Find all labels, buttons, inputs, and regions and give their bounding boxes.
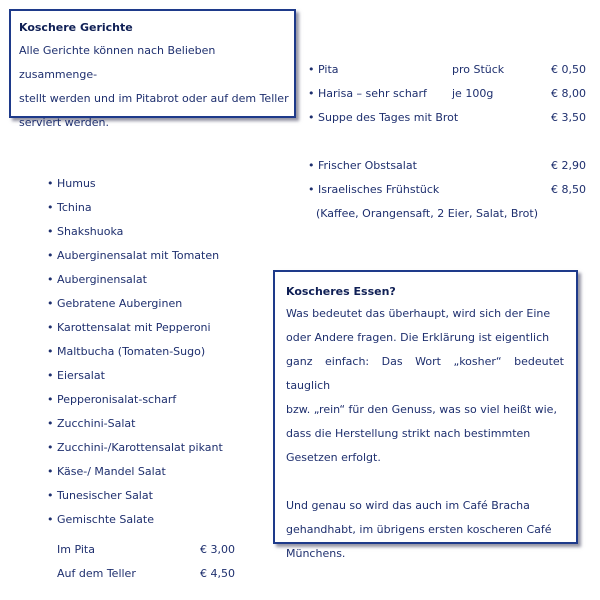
info-box — [273, 270, 578, 560]
dish-name: Eiersalat — [57, 369, 105, 382]
price-item — [308, 183, 588, 207]
dish-name: Tunesischer Salat — [57, 489, 153, 502]
serving-teller — [57, 567, 235, 581]
intro-line: Alle Gerichte können nach Belieben zusammenge- — [19, 44, 216, 81]
bullet-icon: • — [47, 249, 54, 262]
info-title: Koscheres Essen? — [286, 285, 396, 298]
bullet-icon: • — [47, 441, 54, 454]
item-name: Harisa – sehr scharf — [318, 87, 427, 100]
dish-item — [47, 297, 223, 321]
dish-item — [47, 273, 223, 297]
item-unit: pro Stück — [452, 63, 505, 76]
dish-name: Käse-/ Mandel Salat — [57, 465, 166, 478]
intro-line: stellt werden und im Pitabrot oder auf dem Teller — [19, 92, 289, 105]
dish-item — [47, 225, 223, 249]
dish-item — [47, 345, 223, 369]
dish-item — [47, 201, 223, 225]
item-price: € 8,50 — [551, 183, 586, 196]
breakfast-note: (Kaffee, Orangensaft, 2 Eier, Salat, Brot) — [316, 207, 539, 220]
dish-name: Pepperonisalat-scharf — [57, 393, 177, 406]
bullet-icon: • — [308, 183, 315, 196]
dish-name: Gemischte Salate — [57, 513, 154, 526]
info-line: Gesetzen erfolgt. — [286, 451, 381, 464]
info-line: gehandhabt, im übrigens ersten koscheren Café — [286, 523, 552, 536]
dish-name: Zucchini-Salat — [57, 417, 136, 430]
dish-name: Tchina — [57, 201, 92, 214]
bullet-icon: • — [47, 489, 54, 502]
intro-title: Koschere Gerichte — [19, 21, 133, 34]
price-item — [308, 159, 588, 183]
bullet-icon: • — [47, 513, 54, 526]
item-name: Suppe des Tages mit Brot — [318, 111, 459, 124]
serving-price: € 3,00 — [200, 543, 235, 556]
info-line: oder Andere fragen. Die Erklärung ist eigentlich — [286, 331, 550, 344]
info-text — [286, 302, 564, 566]
bullet-icon: • — [308, 159, 315, 172]
dish-item — [47, 321, 223, 345]
dish-item — [47, 177, 223, 201]
price-list-mid — [308, 159, 588, 207]
dish-name: Maltbucha (Tomaten-Sugo) — [57, 345, 206, 358]
intro-text — [19, 39, 291, 135]
bullet-icon: • — [47, 369, 54, 382]
info-line: bzw. „rein“ für den Genuss, was so viel heißt wie, — [286, 403, 557, 416]
dish-name: Auberginensalat mit Tomaten — [57, 249, 220, 262]
info-line: ganz einfach: Das Wort „kosher“ bedeutet tauglich — [286, 355, 564, 392]
bullet-icon: • — [47, 177, 54, 190]
info-line: Und genau so wird das auch im Café Bracha — [286, 499, 530, 512]
dish-name: Karottensalat mit Pepperoni — [57, 321, 211, 334]
dish-item — [47, 441, 223, 465]
dish-item — [47, 249, 223, 273]
bullet-icon: • — [47, 345, 54, 358]
dish-item — [47, 489, 223, 513]
dish-item — [47, 369, 223, 393]
info-line: Was bedeutet das überhaupt, wird sich der Eine — [286, 307, 551, 320]
dish-name: Zucchini-/Karottensalat pikant — [57, 441, 223, 454]
item-price: € 3,50 — [551, 111, 586, 124]
bullet-icon: • — [308, 87, 315, 100]
item-name: Frischer Obstsalat — [318, 159, 417, 172]
dish-name: Shakshuoka — [57, 225, 124, 238]
item-price: € 8,00 — [551, 87, 586, 100]
dish-name: Humus — [57, 177, 96, 190]
bullet-icon: • — [47, 225, 54, 238]
bullet-icon: • — [47, 297, 54, 310]
item-unit: je 100g — [452, 87, 494, 100]
price-item — [308, 63, 588, 87]
item-name: Pita — [318, 63, 339, 76]
dish-item — [47, 417, 223, 441]
serving-price: € 4,50 — [200, 567, 235, 580]
dish-name: Gebratene Auberginen — [57, 297, 183, 310]
paragraph-gap — [286, 470, 564, 494]
price-item — [308, 111, 588, 135]
dish-name: Auberginensalat — [57, 273, 147, 286]
bullet-icon: • — [47, 321, 54, 334]
info-line: Münchens. — [286, 547, 346, 560]
info-line: dass die Herstellung strikt nach bestimmten — [286, 427, 531, 440]
price-list-top — [308, 63, 588, 135]
dish-list — [47, 177, 223, 537]
serving-label: Auf dem Teller — [57, 567, 136, 580]
item-name: Israelisches Frühstück — [318, 183, 440, 196]
bullet-icon: • — [47, 393, 54, 406]
item-price: € 2,90 — [551, 159, 586, 172]
dish-item — [47, 513, 223, 537]
bullet-icon: • — [47, 465, 54, 478]
bullet-icon: • — [308, 111, 315, 124]
dish-item — [47, 465, 223, 489]
intro-box — [9, 9, 296, 129]
bullet-icon: • — [47, 201, 54, 214]
dish-item — [47, 393, 223, 417]
item-price: € 0,50 — [551, 63, 586, 76]
bullet-icon: • — [308, 63, 315, 76]
serving-label: Im Pita — [57, 543, 95, 556]
bullet-icon: • — [47, 417, 54, 430]
bullet-icon: • — [47, 273, 54, 286]
serving-pita — [57, 543, 235, 557]
intro-line: serviert werden. — [19, 116, 109, 129]
price-item — [308, 87, 588, 111]
